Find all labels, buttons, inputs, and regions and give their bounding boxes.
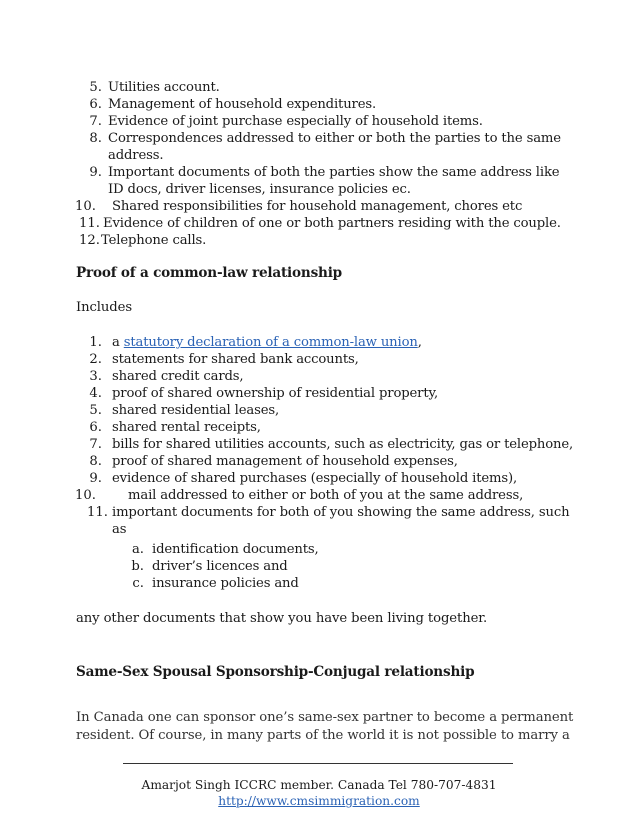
list-item: bills for shared utilities accounts, such as electricity, gas or telephone, [112, 437, 574, 452]
sub-list-item: insurance policies and [152, 576, 299, 591]
list-item: Telephone calls. [101, 233, 207, 248]
list-item: evidence of shared purchases (especially of household items), [112, 471, 518, 486]
list-item-number: 8. [89, 131, 102, 146]
list-item: Correspondences addressed to either or both the parties to the same [108, 131, 561, 146]
list-item-continuation: as [112, 522, 127, 537]
list-item-number: 4. [89, 386, 102, 401]
list-item: Important documents of both the parties show the same address like [108, 165, 560, 180]
footer-divider [123, 763, 513, 764]
section-heading-common-law: Proof of a common-law relationship [76, 265, 342, 281]
sub-item-letter: c. [132, 576, 144, 591]
list-item-punctuation: , [417, 335, 422, 350]
list-item: Evidence of children of one or both partners residing with the couple. [103, 216, 561, 231]
list-item-number: 10. [75, 199, 96, 214]
list-item-number: 3. [89, 369, 102, 384]
list-item-number: 6. [89, 97, 102, 112]
list-item: Evidence of joint purchase especially of household items. [108, 114, 483, 129]
list-item-number: 6. [89, 420, 102, 435]
list-item: Shared responsibilities for household management, chores etc [112, 199, 523, 214]
list-item: Utilities account. [108, 80, 220, 95]
closing-paragraph: any other documents that show you have been living together. [76, 611, 488, 626]
list-item-number: 7. [89, 114, 102, 129]
list-item: statements for shared bank accounts, [112, 352, 359, 367]
sub-list-item: driver’s licences and [152, 559, 288, 574]
list-item-number: 2. [89, 352, 102, 367]
section-heading-same-sex: Same-Sex Spousal Sponsorship-Conjugal relationship [76, 664, 475, 680]
sub-item-letter: b. [131, 559, 144, 574]
includes-label: Includes [76, 300, 133, 315]
list-item-number: 11. [87, 505, 108, 520]
sub-item-letter: a. [131, 542, 144, 557]
list-item-number: 8. [89, 454, 102, 469]
list-item-continuation: ID docs, driver licenses, insurance policies ec. [108, 182, 411, 197]
list-item: shared residential leases, [112, 403, 280, 418]
list-item: Management of household expenditures. [108, 97, 377, 112]
list-item-text: a [112, 335, 124, 350]
paragraph-line: resident. Of course, in many parts of the world it is not possible to marry a [76, 728, 570, 743]
list-item: shared credit cards, [112, 369, 244, 384]
footer-website-link[interactable]: http://www.cmsimmigration.com [218, 794, 420, 808]
list-item-number: 7. [89, 437, 102, 452]
paragraph-line: In Canada one can sponsor one’s same-sex partner to become a permanent [76, 710, 574, 725]
footer-url-wrapper [0, 794, 638, 809]
list-item: mail addressed to either or both of you at the same address, [128, 488, 524, 503]
list-item [112, 334, 422, 351]
list-item-number: 5. [89, 403, 102, 418]
list-item-number: 9. [89, 165, 102, 180]
statutory-declaration-link[interactable]: statutory declaration of a common-law union [123, 335, 418, 350]
list-item-number: 12. [79, 233, 100, 248]
list-item-number: 5. [89, 80, 102, 95]
list-item-number: 11. [79, 216, 100, 231]
list-item-number: 1. [89, 335, 102, 350]
footer-contact: Amarjot Singh ICCRC member. Canada Tel 780-707-4831 [141, 778, 497, 792]
sub-list-item: identification documents, [152, 542, 319, 557]
list-item-number: 9. [89, 471, 102, 486]
list-item: proof of shared management of household expenses, [112, 454, 458, 469]
list-item: proof of shared ownership of residential property, [112, 386, 439, 401]
list-item-continuation: address. [108, 148, 164, 163]
list-item: important documents for both of you showing the same address, such [112, 505, 570, 520]
list-item: shared rental receipts, [112, 420, 261, 435]
list-item-number: 10. [75, 488, 96, 503]
